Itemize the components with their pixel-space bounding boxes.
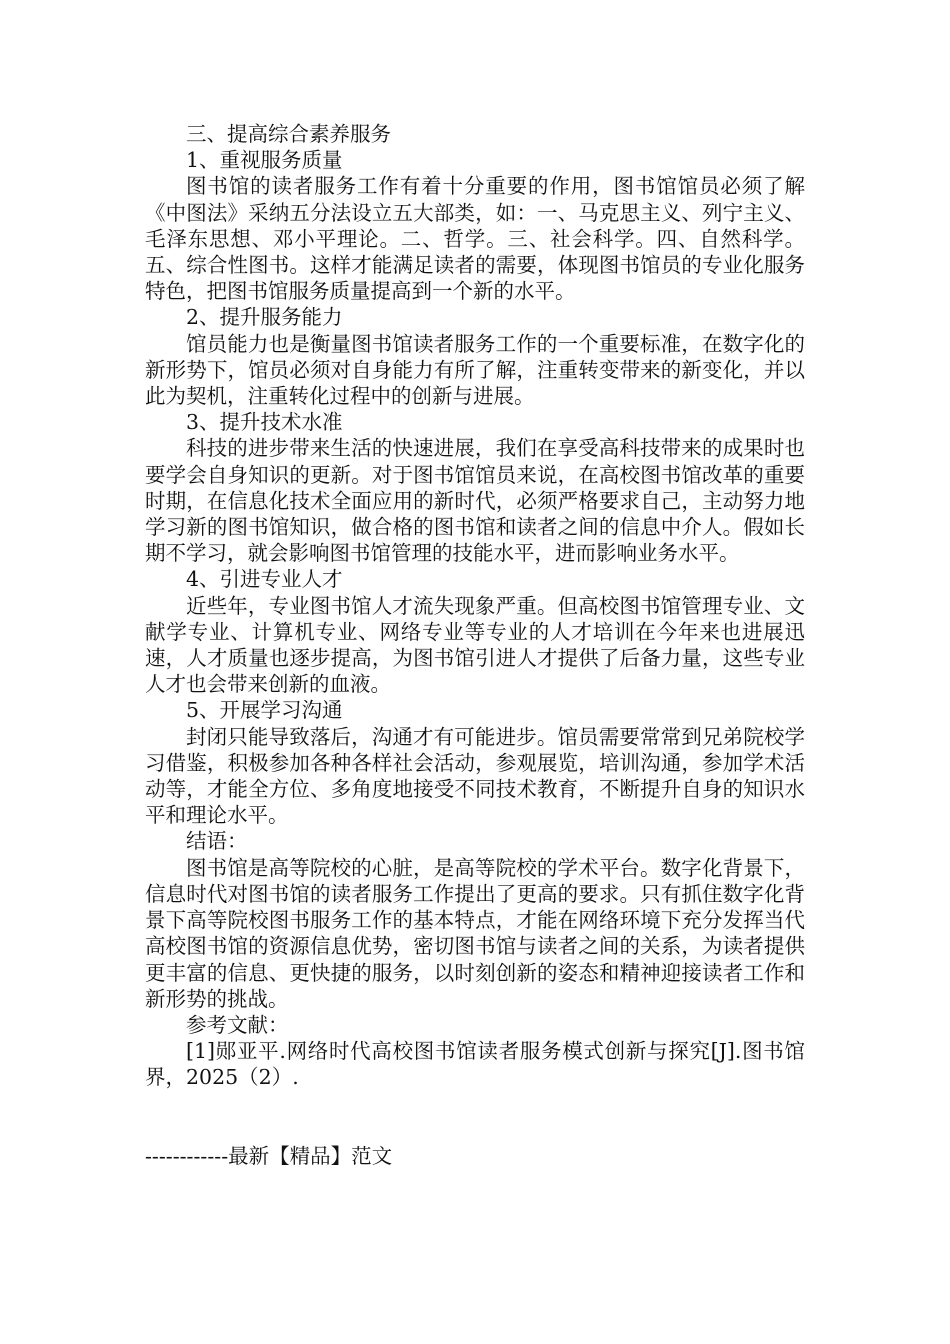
paragraph-talent: 近些年，专业图书馆人才流失现象严重。但高校图书馆管理专业、文献学专业、计算机专业、网络专业等专业的人才培训在今年来也进展迅速，人才质量也逐步提高，为图书馆引进人才提供了后备力量，这些专业人才也会带来创新的血液。 xyxy=(145,593,805,697)
subsection-heading-2: 2、提升服务能力 xyxy=(186,305,343,330)
document-body xyxy=(145,121,805,1091)
page-footer: ------------最新【精品】范文 xyxy=(145,1144,393,1168)
reference-item: [1]郧亚平.网络时代高校图书馆读者服务模式创新与探究[J].图书馆界，2025（2）. xyxy=(145,1039,805,1090)
subsection-heading-3: 3、提升技术水准 xyxy=(186,410,343,435)
conclusion-heading: 结语： xyxy=(186,829,248,854)
subsection-heading-1: 1、重视服务质量 xyxy=(186,148,343,173)
subsection-heading-5: 5、开展学习沟通 xyxy=(186,698,343,723)
subsection-heading-4: 4、引进专业人才 xyxy=(186,567,343,592)
section-title-3: 三、提高综合素养服务 xyxy=(186,122,391,146)
paragraph-service-quality: 图书馆的读者服务工作有着十分重要的作用，图书馆馆员必须了解《中图法》采纳五分法设立五大部类，如：一、马克思主义、列宁主义、毛泽东思想、邓小平理论。二、哲学。三、社会科学。四、自然科学。五、综合性图书。这样才能满足读者的需要，体现图书馆员的专业化服务特色，把图书馆服务质量提高到一个新的水平。 xyxy=(145,174,805,304)
paragraph-communication: 封闭只能导致落后，沟通才有可能进步。馆员需要常常到兄弟院校学习借鉴，积极参加各种各样社会活动，参观展览，培训沟通，参加学术活动等，才能全方位、多角度地接受不同技术教育，不断提升自身的知识水平和理论水平。 xyxy=(145,724,805,828)
references-heading: 参考文献： xyxy=(186,1012,289,1037)
paragraph-conclusion: 图书馆是高等院校的心脏，是高等院校的学术平台。数字化背景下，信息时代对图书馆的读者服务工作提出了更高的要求。只有抓住数字化背景下高等院校图书服务工作的基本特点，才能在网络环境下充分发挥当代高校图书馆的资源信息优势，密切图书馆与读者之间的关系，为读者提供更丰富的信息、更快捷的服务，以时刻创新的姿态和精神迎接读者工作和新形势的挑战。 xyxy=(145,855,805,1011)
paragraph-service-ability: 馆员能力也是衡量图书馆读者服务工作的一个重要标准，在数字化的新形势下，馆员必须对自身能力有所了解，注重转变带来的新变化，并以此为契机，注重转化过程中的创新与进展。 xyxy=(145,331,805,409)
paragraph-technical-level: 科技的进步带来生活的快速进展，我们在享受高科技带来的成果时也要学会自身知识的更新。对于图书馆馆员来说，在高校图书馆改革的重要时期，在信息化技术全面应用的新时代，必须严格要求自己，主动努力地学习新的图书馆知识，做合格的图书馆和读者之间的信息中介人。假如长期不学习，就会影响图书馆管理的技能水平，进而影响业务水平。 xyxy=(145,436,805,566)
